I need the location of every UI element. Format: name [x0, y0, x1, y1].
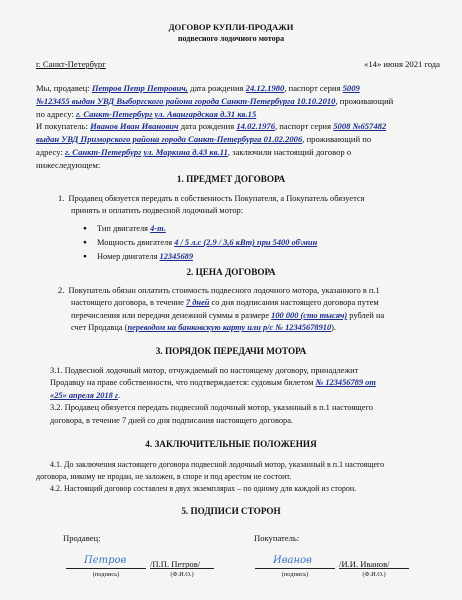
- payment-account: переводом на банковскую карту или р/с № 12345678910: [127, 323, 332, 333]
- buyer-label: Покупатель:: [254, 533, 300, 543]
- seller-signature-line: [66, 568, 146, 569]
- text: , проживающий по: [302, 134, 372, 145]
- seller-fio-caption: (Ф.И.О.): [170, 571, 194, 578]
- section-2-paragraph: [58, 285, 440, 335]
- buyer-dob: 14.02.1976: [236, 121, 275, 132]
- section-3-paragraph: [50, 365, 440, 427]
- section-1-item: [58, 193, 440, 218]
- text: И покупатель:: [36, 121, 91, 132]
- engine-number: 12345689: [159, 252, 194, 261]
- seller-signature: Петров: [84, 555, 127, 566]
- text: договора, никому не продан, не заложен, в споре и под арестом не состоит.: [36, 471, 292, 481]
- seller-passport-issued: №123455 выдан УВД Выборгского района города Санкт-Петербурга 10.10.2010: [36, 95, 336, 106]
- seller-dob: 24.12.1980: [245, 83, 285, 93]
- text: 4.2. Настоящий договор составлен в двух экземплярах – по одному для каждой из сторон.: [50, 483, 357, 493]
- seller-fio-line: [150, 568, 214, 569]
- list-item: [83, 222, 317, 236]
- list-item: [83, 250, 317, 264]
- text: Продавец обязуется передать в собственность Покупателя, а Покупатель обязуется: [68, 194, 365, 203]
- buyer-passport-issued: выдан УВД Приморского района города Санкт-Петербурга 01.02.2006: [36, 134, 303, 145]
- text: договора, в течение 7 дней со дня подписания настоящего договора.: [50, 415, 294, 425]
- text: дата рождения: [178, 121, 237, 132]
- text: .: [118, 390, 121, 400]
- text: Продавцу на праве собственности, что подтверждается: судовым билетом: [50, 378, 316, 388]
- document-subtitle: подвесного лодочного мотора: [177, 34, 285, 43]
- buyer-fio: /И.И. Иванов/: [339, 559, 390, 569]
- section-1-heading: 1. ПРЕДМЕТ ДОГОВОРА: [176, 174, 286, 184]
- buyer-passport-series: 5008 №657482: [333, 121, 387, 132]
- ship-ticket-date: «25» апреля 2018 г: [50, 390, 119, 400]
- item-number: 1.: [58, 194, 69, 203]
- motor-specs-list: [83, 222, 317, 264]
- text: Номер двигателя: [97, 252, 160, 261]
- seller-sign-caption: (подпись): [92, 571, 120, 578]
- seller-fio: /П.П. Петров/: [150, 559, 201, 569]
- buyer-signature-line: [255, 568, 335, 569]
- text: , паспорт серия: [284, 83, 343, 93]
- seller-passport-series: 5009: [342, 83, 360, 93]
- text: настоящего договора, в течение: [71, 298, 186, 308]
- buyer-fio-caption: (Ф.И.О.): [362, 571, 386, 578]
- text: , заключили настоящий договор о: [227, 146, 352, 157]
- section-5-heading: 5. ПОДПИСИ СТОРОН: [181, 506, 281, 516]
- ship-ticket: № 123456789 от: [315, 378, 376, 388]
- text: Мощность двигателя: [97, 238, 175, 247]
- buyer-name: Иванов Иван Иванович: [90, 121, 179, 132]
- text: принять и оплатить подвесной лодочный мотор:: [71, 206, 244, 216]
- text: 3.1. Подвесной лодочный мотор, отчуждаемый по настоящему договору, принадлежит: [50, 366, 359, 375]
- text: 4.1. До заключения настоящего договора подвесной лодочный мотор, указанный в п.1 настоящего: [50, 460, 385, 469]
- buyer-sign-caption: (подпись): [281, 571, 309, 578]
- seller-name: Петров Петр Петрович,: [91, 83, 188, 93]
- text: рублей на: [347, 310, 385, 320]
- section-2-heading: 2. ЦЕНА ДОГОВОРА: [186, 267, 276, 277]
- document-title: ДОГОВОР КУПЛИ-ПРОДАЖИ: [168, 22, 294, 32]
- seller-label: Продавец:: [63, 533, 101, 543]
- text: 3.2. Продавец обязуется передать подвесной лодочный мотор, указанный в п.1 настоящего: [50, 403, 373, 413]
- text: со дня подписания настоящего договора путем: [209, 298, 379, 308]
- text: Мы, продавец:: [36, 83, 92, 93]
- text: дата рождения: [187, 83, 246, 93]
- city: г. Санкт-Петербург: [36, 59, 106, 69]
- text: Тип двигателя: [97, 224, 151, 233]
- text: , проживающий: [335, 95, 394, 106]
- text: счет Продавца (: [71, 323, 128, 333]
- item-number: 2.: [58, 286, 69, 295]
- section-3-heading: 3. ПОРЯДОК ПЕРЕДАЧИ МОТОРА: [155, 346, 307, 356]
- parties-paragraph: [36, 82, 440, 172]
- city-date-line: [36, 59, 440, 69]
- buyer-fio-line: [339, 568, 409, 569]
- engine-type: 4-т.: [150, 224, 166, 233]
- text: Покупатель обязан оплатить стоимость подвесного лодочного мотора, указанного в п.1: [68, 286, 380, 295]
- text: ).: [331, 323, 337, 333]
- section-4-heading: 4. ЗАКЛЮЧИТЕЛЬНЫЕ ПОЛОЖЕНИЯ: [145, 439, 317, 449]
- text: , паспорт серия: [275, 121, 334, 132]
- section-4-paragraph: [36, 459, 440, 494]
- text: перечисления или передачи денежной суммы в размере: [71, 310, 272, 320]
- payment-sum: 100 000 (сто тысяч): [271, 310, 348, 320]
- seller-address: г. Санкт-Петербург ул. Авангардская д.31 кв.15: [75, 108, 257, 119]
- list-item: [83, 236, 317, 250]
- contract-date: «14» июня 2021 года: [364, 59, 440, 69]
- text: нижеследующем:: [36, 159, 101, 170]
- engine-power: 4 / 5 л.с (2.9 / 3,6 кВт) при 5400 об\мин: [174, 238, 318, 247]
- buyer-address: г. Санкт-Петербург ул. Маркина д.43 кв.11: [64, 146, 228, 157]
- buyer-signature: Иванов: [273, 555, 312, 566]
- payment-days: 7 дней: [185, 298, 210, 308]
- text: адресу:: [36, 146, 65, 157]
- text: по адресу:: [36, 108, 76, 119]
